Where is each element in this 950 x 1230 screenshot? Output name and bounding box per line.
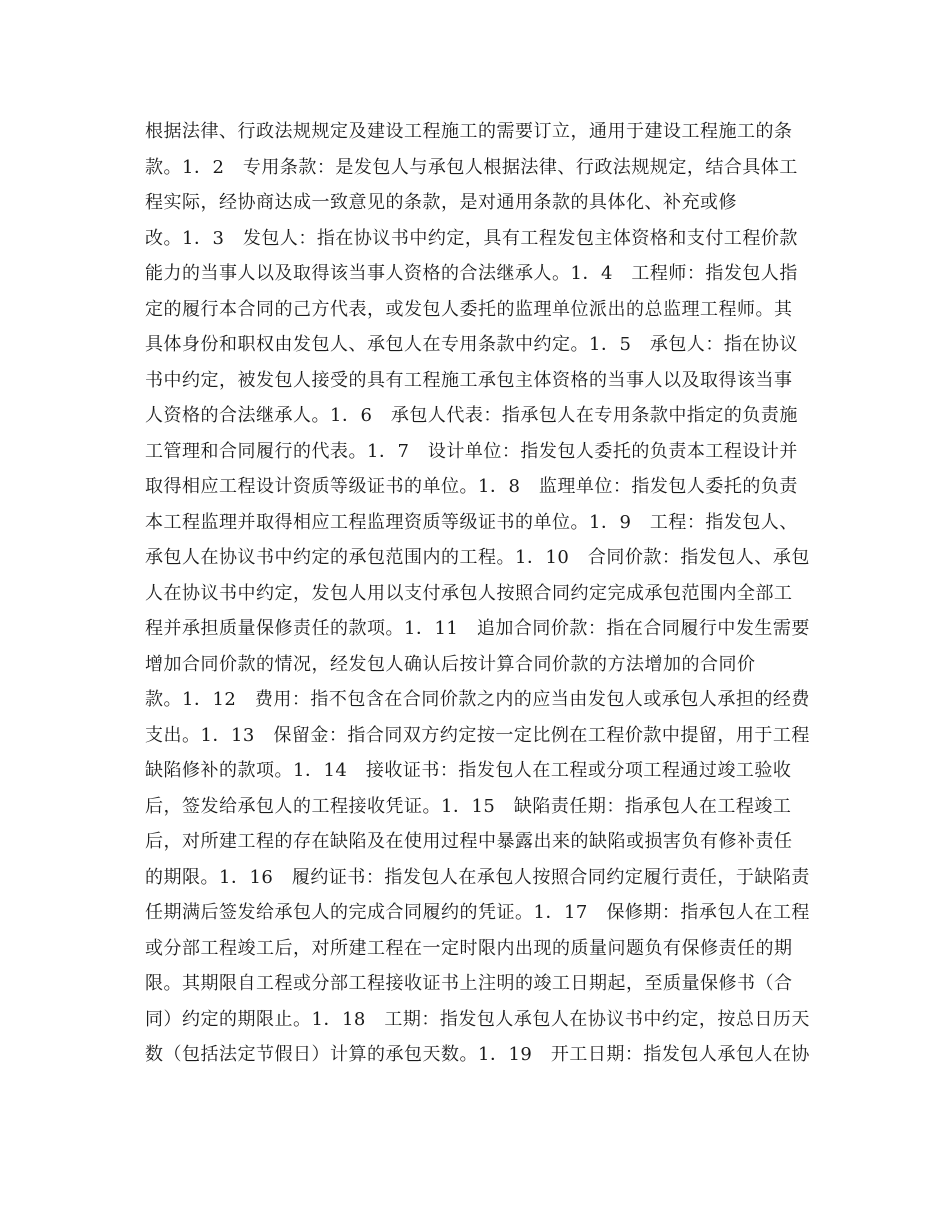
text-line: 的期限。1．16 履约证书：指发包人在承包人按照合同约定履行责任，于缺陷责	[145, 866, 810, 888]
text-line: 款。1．2 专用条款：是发包人与承包人根据法律、行政法规规定，结合具体工	[145, 156, 798, 178]
text-line: 承包人在协议书中约定的承包范围内的工程。1．10 合同价款：指发包人、承包	[145, 547, 810, 568]
text-line: 本工程监理并取得相应工程监理资质等级证书的单位。1．9 工程：指发包人、	[145, 511, 798, 533]
text-line: 款。1．12 费用：指不包含在合同价款之内的应当由发包人或承包人承担的经费	[145, 689, 810, 710]
text-line: 程并承担质量保修责任的款项。1．11 追加合同价款：指在合同履行中发生需要	[145, 618, 810, 639]
text-line: 取得相应工程设计资质等级证书的单位。1．8 监理单位：指发包人委托的负责	[145, 476, 798, 497]
text-line: 后，对所建工程的存在缺陷及在使用过程中暴露出来的缺陷或损害负有修补责任	[145, 831, 793, 852]
text-line: 后，签发给承包人的工程接收凭证。1．15 缺陷责任期：指承包人在工程竣工	[145, 795, 792, 817]
text-line: 能力的当事人以及取得该当事人资格的合法继承人。1．4 工程师：指发包人指	[145, 263, 798, 284]
body-text	[145, 114, 815, 1073]
text-line: 书中约定，被发包人接受的具有工程施工承包主体资格的当事人以及取得该当事	[145, 369, 793, 391]
text-line: 人在协议书中约定，发包人用以支付承包人按照合同约定完成承包范围内全部工	[145, 582, 793, 604]
text-line: 改。1．3 发包人：指在协议书中约定，具有工程发包主体资格和支付工程价款	[145, 227, 798, 249]
text-line: 根据法律、行政法规规定及建设工程施工的需要订立，通用于建设工程施工的条	[145, 121, 793, 142]
text-line: 任期满后签发给承包人的完成合同履约的凭证。1．17 保修期：指承包人在工程	[145, 902, 810, 923]
text-line: 限。其期限自工程或分部工程接收证书上注明的竣工日期起，至质量保修书（合	[145, 973, 793, 994]
text-line: 工管理和合同履行的代表。1．7 设计单位：指发包人委托的负责本工程设计并	[145, 440, 798, 462]
text-line: 人资格的合法继承人。1．6 承包人代表：指承包人在专用条款中指定的负责施	[145, 405, 798, 426]
text-line: 或分部工程竣工后，对所建工程在一定时限内出现的质量问题负有保修责任的期	[145, 937, 793, 959]
text-line: 数（包括法定节假日）计算的承包天数。1．19 开工日期：指发包人承包人在协	[145, 1044, 810, 1065]
text-line: 程实际，经协商达成一致意见的条款，是对通用条款的具体化、补充或修	[145, 192, 737, 213]
text-line: 具体身份和职权由发包人、承包人在专用条款中约定。1．5 承包人：指在协议	[145, 334, 798, 355]
text-line: 定的履行本合同的己方代表，或发包人委托的监理单位派出的总监理工程师。其	[145, 298, 793, 320]
text-line: 同）约定的期限止。1．18 工期：指发包人承包人在协议书中约定，按总日历天	[145, 1008, 810, 1030]
text-line: 缺陷修补的款项。1．14 接收证书：指发包人在工程或分项工程通过竣工验收	[145, 760, 792, 781]
text-line: 增加合同价款的情况，经发包人确认后按计算合同价款的方法增加的合同价	[145, 653, 756, 675]
text-line: 支出。1．13 保留金：指合同双方约定按一定比例在工程价款中提留，用于工程	[145, 724, 810, 746]
